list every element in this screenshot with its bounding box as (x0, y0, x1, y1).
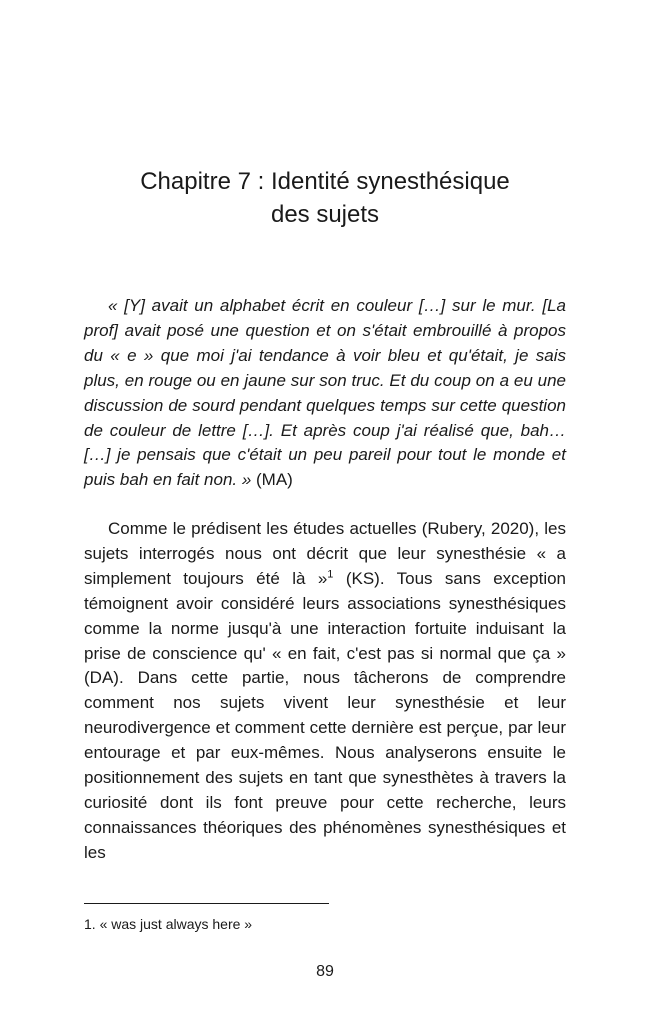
footnote-separator (84, 903, 329, 904)
interview-quote-paragraph (84, 294, 566, 493)
page-number: 89 (316, 963, 334, 980)
interview-quote: « [Y] avait un alphabet écrit en couleur […] sur le mur. [La prof] avait posé une question et on s'était embrouillé à propos du « e » que moi j'ai tendance à voir bleu et qu'était, je sais plus, en rouge ou en jaune sur son truc. Et du coup on a eu une discussion de sourd pendant quelques temps sur cette question de couleur de lettre […]. Et après coup j'ai réalisé que, bah… […] je pensais que c'était un peu pareil pour tout le monde et puis bah en fait non. » (84, 296, 566, 490)
chapter-title-line-1: Chapitre 7 : Identité synesthésique (140, 168, 510, 195)
chapter-title (84, 165, 566, 231)
footnote: 1. « was just always here » (84, 916, 253, 932)
footnote-reference[interactable]: 1 (327, 568, 334, 581)
chapter-title-line-2: des sujets (270, 201, 380, 228)
body-text-after-note: (KS). Tous sans exception témoignent avoir considéré leurs associations synesthésiques comme la norme jusqu'à une interaction fortuite induisant la prise de conscience qu' « en fait, c'est pas si normal que ça » (DA). Dans cette partie, nous tâcherons de comprendre comment nos sujets vivent leur synesthésie et leur neurodivergence et comment cette dernière est perçue, par leur entourage et par eux-mêmes. Nous analyserons ensuite le positionnement des sujets en tant que synesthètes à travers la curiosité dont ils font preuve pour cette recherche, leurs connaissances théoriques des phénomènes synesthésiques et les (84, 568, 567, 862)
quote-attribution: (MA) (251, 470, 293, 490)
body-text-before-note: Comme le prédisent les études actuelles (Rubery, 2020), les sujets interrogés nous ont décrit que leur synesthésie « a simplement toujours été là » (84, 519, 566, 588)
body-paragraph (84, 517, 566, 866)
